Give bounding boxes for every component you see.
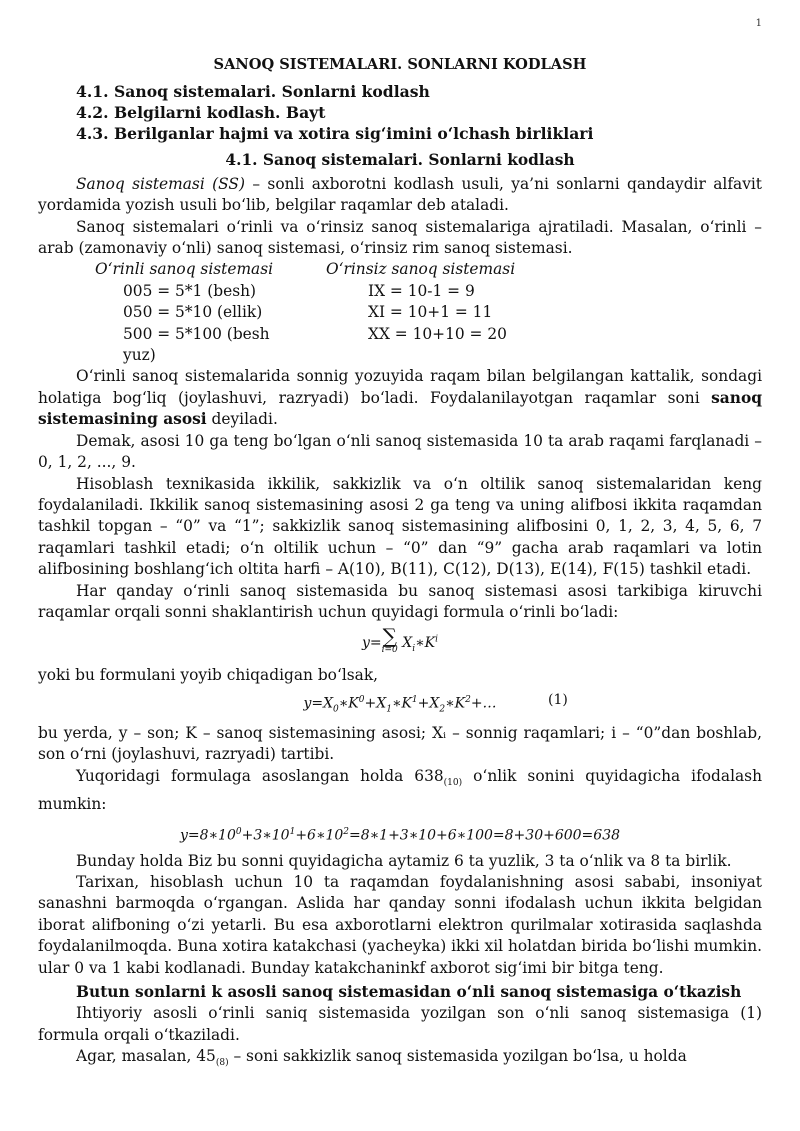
formula-exponent: i [435, 634, 438, 645]
table-of-contents [76, 81, 762, 144]
base-subscript: (10) [443, 777, 463, 788]
cell-positional: 005 = 5*1 (besh) [123, 281, 257, 300]
formula-sum [38, 624, 762, 660]
paragraph [38, 1046, 762, 1074]
page-content [38, 54, 762, 1075]
paragraph-text: – soni sakkizlik sanoq sistemasida yozilgan bo‘lsa, u holda [228, 1047, 687, 1066]
comparison-row [38, 324, 762, 367]
sigma-glyph: ∑ [382, 624, 397, 649]
cell-nonpositional: XX = 10+10 = 20 [368, 324, 507, 343]
cell-positional: 050 = 5*10 (ellik) [123, 303, 263, 322]
paragraph-text: Yuqoridagi formulaga asoslangan holda 638 [76, 766, 444, 785]
paragraph [38, 366, 762, 430]
paragraph: bu yerda, y – son; K – sanoq sistemasining asosi; Xᵢ – sonnig raqamlari; i – “0”dan boshlab, son o‘rni (joylashuvi, razryadi) tartibi. [38, 723, 762, 764]
cell-nonpositional: XI = 10+1 = 11 [368, 303, 493, 322]
formula-example: $y=8∗10^0+3∗10^1+6∗10^2=8∗1+3∗10+6∗100=8+30+600=638$ [179, 826, 621, 844]
comparison-row [38, 281, 762, 302]
cell-nonpositional: IX = 10-1 = 9 [368, 281, 475, 300]
subheading: Butun sonlarni k asosli sanoq sistemasidan o‘nli sanoq sistemasiga o‘tkazish [76, 983, 742, 1002]
term-sanoq-sistemasi: Sanoq sistemasi (SS) [76, 174, 245, 193]
comparison-header [38, 259, 762, 280]
formula-term: X [402, 635, 413, 652]
formula-subscript: i [412, 644, 416, 655]
paragraph-text: o‘nlik sonini quyidagicha ifodalash mumkin: [38, 766, 762, 814]
sigma-lower-limit: i=0 [381, 645, 398, 656]
paragraph: Tarixan, hisoblash uchun 10 ta raqamdan foydalanishning asosi sababi, insoniyat sanashni barmoqda o‘rgangan. Aslida har qanday sonni ifodalash uchun ikkita belgidan iborat alifboning o‘zi yetarli. Bu esa axborotlarni elektron qurilmalar xotirasida saqlashda foydalanilmoqda. Buna xotira katakchasi (yacheyka) ikki xil holatdan birida bo‘lishi mumkin. ular 0 va 1 kabi kodlanadi. Bunday katakchaninkf axborot sig‘imi bir bitga teng. [38, 872, 762, 977]
paragraph: Bunday holda Biz bu sonni quyidagicha aytamiz 6 ta yuzlik, 3 ta o‘nlik va 8 ta birlik. [76, 851, 732, 870]
comparison-row [38, 302, 762, 323]
paragraph: Ihtiyoriy asosli o‘rinli saniq sistemasida yozilgan son o‘nli sanoq sistemasiga (1) formula orqali o‘tkaziladi. [38, 1004, 762, 1044]
page-number: 1 [755, 18, 762, 29]
paragraph-text: – sonli axborotni kodlash usuli, ya’ni sonlarni qandaydir alfavit yordamida yozish usuli bo‘lib, belgilar raqamlar deb ataladi. [38, 174, 762, 215]
document-title: SANOQ SISTEMALARI. SONLARNI KODLASH [213, 56, 587, 73]
paragraph: Sanoq sistemalari o‘rinli va o‘rinsiz sanoq sistemalariga ajratiladi. Masalan, o‘rinli – arab (zamonaviy o‘nli) sanoq sistemasi, o‘rinsiz rim sanoq sistemasi. [38, 217, 762, 258]
paragraph: Hisoblash texnikasida ikkilik, sakkizlik va o‘n oltilik sanoq sistemalaridan keng foydalaniladi. Ikkilik sanoq sistemasining asosi 2 ga teng va uning alifbosi ikkita raqamdan tashkil topgan – “0” va “1”; sakkizlik sanoq sistemasining alifbosini 0, 1, 2, 3, 4, 5, 6, 7 raqamlari tashkil etadi; o‘n oltilik uchun – “0” dan “9” gacha arab raqamlari va lotin alifbosining boshlang‘ich oltita harfi – A(10), B(11), C(12), D(13), E(14), F(15) tashkil etadi. [38, 474, 762, 579]
paragraph-text: deyiladi. [206, 410, 278, 429]
toc-item: 4.2. Belgilarni kodlash. Bayt [76, 103, 326, 123]
paragraph: Demak, asosi 10 ga teng bo‘lgan o‘nli sanoq sistemasida 10 ta arab raqami farqlanadi – 0, 1, 2, ..., 9. [38, 431, 762, 472]
toc-item: 4.1. Sanoq sistemalari. Sonlarni kodlash [76, 82, 430, 102]
paragraph: yoki bu formulani yoyib chiqadigan bo‘lsak, [38, 665, 379, 684]
formula-expanded [38, 690, 762, 721]
paragraph-text: Agar, masalan, 45 [76, 1047, 216, 1066]
paragraph-text: O‘rinli sanoq sistemalarida sonnig yozuyida raqam bilan belgilangan kattalik, sondagi holatiga bog‘liq (joylashuvi, razryadi) bo‘ladi. Foydalanilayotgan raqamlar soni [38, 367, 762, 407]
base-subscript: (8) [215, 1058, 229, 1069]
paragraph: Har qanday o‘rinli sanoq sistemasida bu sanoq sistemasi asosi tarkibiga kiruvchi raqamlar orqali sonni shaklantirish uchun quyidagi formula o‘rinli bo‘ladi: [38, 581, 762, 621]
formula-number: (1) [548, 691, 568, 708]
toc-item: 4.3. Berilganlar hajmi va xotira sig‘imini o‘lchash birliklari [76, 124, 594, 144]
section-title: 4.1. Sanoq sistemalari. Sonlarni kodlash [225, 151, 575, 170]
sigma-symbol [381, 624, 398, 657]
cell-positional: 500 = 5*100 (besh yuz) [123, 324, 270, 365]
comparison-table [38, 259, 762, 366]
paragraph [38, 766, 762, 816]
formula-body: $y=X_0∗K^0+X_1∗K^1+X_2∗K^2+\dots$ [303, 694, 497, 715]
term-bold: sanoq sistemasining asosi [38, 388, 762, 429]
header-nonpositional: O‘rinsiz sanoq sistemasi [326, 260, 516, 279]
header-positional: O‘rinli sanoq sistemasi [95, 260, 274, 279]
paragraph-definition [38, 174, 762, 217]
formula-lhs: y= [362, 635, 382, 652]
formula-term: ∗K [415, 635, 436, 652]
